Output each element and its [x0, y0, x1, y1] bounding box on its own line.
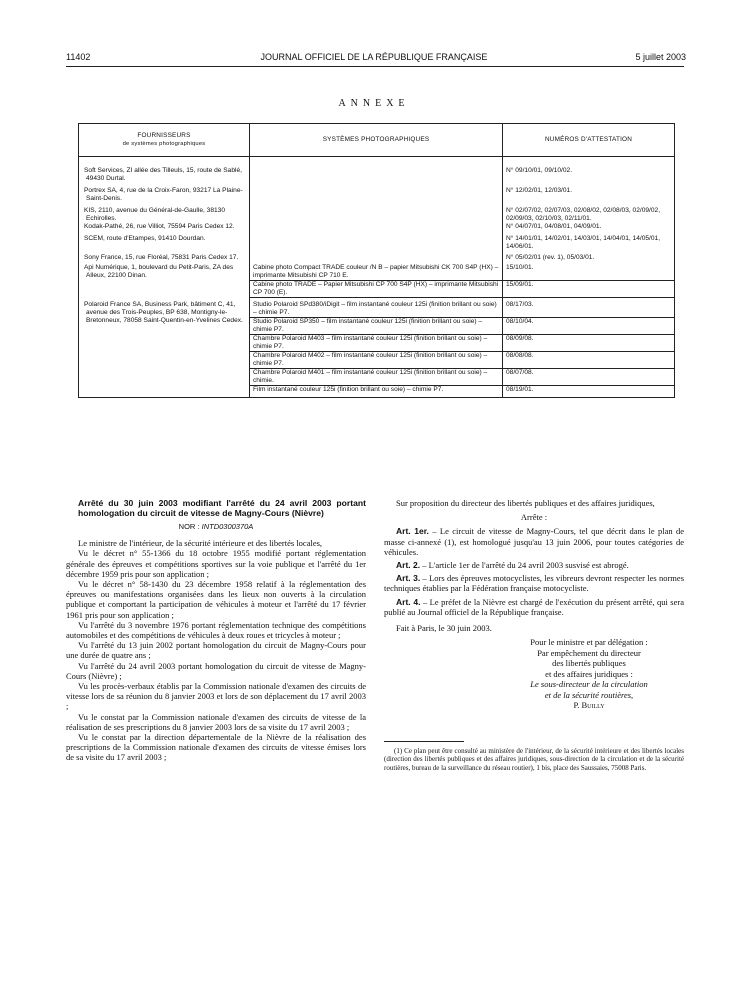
article-3 — [384, 573, 684, 593]
visa-paragraph: Vu l'arrêté du 24 avril 2003 portant homologation du circuit de vitesse de Magny-Cours (Nièvre) ; — [66, 660, 366, 681]
article-label: Art. 1er. — [396, 526, 429, 537]
attestation-number: 08/19/01. — [503, 385, 674, 397]
attestation-number: 08/07/08. — [503, 368, 674, 385]
signatory-name-text: P. Builly — [573, 700, 605, 711]
signature-line: des libertés publiques — [552, 658, 626, 669]
column-header-numbers: NUMÉROS D'ATTESTATION — [503, 124, 675, 157]
attestation-number: N° 04/07/01, 04/08/01, 04/09/01. — [506, 223, 602, 230]
supplier-cell: Portrex SA, 4, rue de la Croix-Faron, 93217 La Plaine-Saint-Denis. — [84, 187, 243, 202]
attestation-number: N° 05/02/01 (rev. 1), 05/03/01. — [506, 254, 595, 261]
visa-paragraph: Vu le constat par la Commission nationale d'examen des circuits de vitesse de la réalisation de ses prescriptions du 8 janvier 2003 lors de sa visite du 17 avril 2003 ; — [66, 711, 366, 732]
supplier-cell: Kodak-Pathé, 26, rue Villiot, 75594 Paris Cedex 12. — [84, 223, 235, 230]
done-at: Fait à Paris, le 30 juin 2003. — [396, 623, 492, 634]
visa-paragraph: Vu les procès-verbaux établis par la Commission nationale d'examen des circuits de vitesse lors de sa réunion du 8 janvier 2003 et lors de son déplacement du 17 avril 2003 ; — [66, 681, 366, 712]
attestation-number: N° 14/01/01, 14/02/01, 14/03/01, 14/04/01, 14/05/01, 14/06/01. — [506, 235, 661, 250]
system-entry: Studio Polaroid SP350 – film instantané couleur 125i (finition brillant ou soie) – chimie P7. — [250, 317, 502, 334]
attestation-number: 08/10/04. — [503, 317, 674, 334]
system-entry: Studio Polaroid SPd380/iDigit – film instantané couleur 125i (finition brillant ou soie) – chimie P7. — [253, 300, 497, 316]
article-label: Art. 2. — [396, 560, 421, 571]
signature-line: Pour le ministre et par délégation : — [530, 637, 648, 648]
signature-line — [494, 679, 684, 690]
journal-title: JOURNAL OFFICIEL DE LA RÉPUBLIQUE FRANÇAISE — [260, 52, 488, 62]
table-row — [79, 223, 675, 231]
article-2 — [384, 560, 684, 570]
article-label: Art. 3. — [396, 573, 421, 584]
footnote: (1) Ce plan peut être consulté au ministère de l'intérieur, de la sécurité intérieure et des libertés locales (direction des libertés publiques et des affaires juridiques, sous-direction de la circulation et de la sécurité routières, bureau de la surveillance du réseau routier), 1 bis, place des Saussaies, 75008 Paris. — [384, 746, 684, 772]
arrete-title: Arrêté du 30 juin 2003 modifiant l'arrêté du 24 avril 2003 portant homologation du circuit de vitesse de Magny-Cours (Nièvre) — [78, 498, 366, 518]
article-label: Art. 4. — [396, 596, 421, 607]
signature-line: Par empêchement du directeur — [537, 647, 641, 658]
article-text: – L'article 1er de l'arrêté du 24 avril 2003 susvisé est abrogé. — [422, 560, 629, 571]
arrete-left-column — [66, 498, 366, 763]
visa-paragraph: Vu le décret n° 58-1430 du 23 décembre 1958 relatif à la réglementation des épreuves ou manifestations organisées dans les lieux non ouverts à la circulation publique et comportant la participation de véhicules à moteur et l'arrêté du 17 février 1961 pris pour son application ; — [66, 579, 366, 620]
supplier-cell: Api Numérique, 1, boulevard du Petit-Paris, ZA des Alleux, 22100 Dinan. — [84, 264, 234, 279]
nor-reference — [66, 522, 366, 532]
system-entry: Cabine photo TRADE – Papier Mitsubishi CP 700 S4P (HX) – imprimante Mitsubishi CP 700 (E). — [250, 280, 502, 297]
header-rule — [66, 66, 684, 67]
signatory-name — [494, 700, 684, 711]
attestation-number: 08/09/08. — [503, 334, 674, 351]
system-entry: Chambre Polaroid M401 – film instantané couleur 125i (finition brillant ou soie) – chimie. — [250, 368, 502, 385]
system-entry: Chambre Polaroid M402 – film instantané couleur 125i (finition brillant ou soie) – chimie P7. — [250, 351, 502, 368]
visa-paragraph: Vu le constat par la direction départementale de la Nièvre de la réalisation des prescriptions de la Commission nationale d'examen des circuits de vitesse émises lors de sa visite du 17 avril 2003 ; — [66, 732, 366, 763]
table-header-row — [79, 124, 675, 157]
visa-paragraph: Le ministre de l'intérieur, de la sécurité intérieure et des libertés locales, — [78, 538, 323, 549]
table-row — [79, 254, 675, 262]
supplier-cell: Sony France, 15, rue Floréal, 75831 Paris Cedex 17. — [84, 254, 239, 261]
supplier-cell: Soft Services, ZI allée des Tilleuls, 15, route de Sablé, 49430 Durtal. — [84, 167, 242, 182]
supplier-cell: Polaroid France SA, Business Park, bâtiment C, 41, avenue des Trois-Peuples, BP 638, Montigny-le-Bretonneux, 78058 Saint-Quentin-en-Yvelines Cedex. — [84, 300, 243, 324]
table-row — [79, 301, 675, 398]
supplier-cell: SCEM, route d'Etampes, 91410 Dourdan. — [84, 235, 206, 242]
annexe-table — [78, 123, 675, 398]
signatory-title: et de la sécurité routières, — [544, 689, 634, 700]
column-header-sublabel: de systèmes photographiques — [122, 141, 206, 147]
table-spacer — [79, 157, 675, 168]
table-row — [79, 207, 675, 223]
attestation-number: N° 09/10/01, 09/10/02. — [506, 167, 573, 174]
supplier-cell: KIS, 2110, avenue du Général-de-Gaulle, 38130 Echirolles. — [84, 207, 226, 222]
signatory-title: Le sous-directeur de la circulation — [530, 679, 648, 690]
column-header-systems: SYSTÈMES PHOTOGRAPHIQUES — [250, 124, 503, 157]
arrete-right-column — [384, 498, 684, 772]
system-entry: Chambre Polaroid M403 – film instantané couleur 125i (finition brillant ou soie) – chimie P7. — [250, 334, 502, 351]
signature-block — [384, 637, 684, 711]
attestation-number: 15/10/01. — [506, 264, 534, 271]
arrete-label: Arrête : — [520, 512, 548, 523]
annexe-title: ANNEXE — [338, 98, 410, 109]
page-number: 11402 — [66, 52, 91, 62]
visa-paragraph: Vu le décret n° 55-1366 du 18 octobre 1955 modifié portant réglementation générale des épreuves et compétitions sportives sur la voie publique et l'arrêté du 1er décembre 1959 pris pour son application ; — [66, 548, 366, 579]
system-entry: Film instantané couleur 125i (finition brillant ou soie) – chimie P7. — [250, 385, 502, 397]
article-1 — [384, 526, 684, 557]
article-text: – Lors des épreuves motocyclistes, les vibreurs devront respecter les normes techniques établies par la Fédération française motocycliste. — [384, 573, 685, 594]
visa-paragraph: Vu l'arrêté du 3 novembre 1976 portant réglementation technique des compétitions automobiles et des compétitions de véhicules à deux roues et tricycles à moteur ; — [66, 619, 366, 641]
issue-date: 5 juillet 2003 — [635, 52, 686, 62]
system-entry: Cabine photo Compact TRADE couleur /N B – papier Mitsubishi CK 700 S4P (HX) – imprimante Mitsubishi CP 710 E. — [253, 264, 499, 279]
nor-label: NOR : — [178, 522, 200, 531]
attestation-number: N° 12/02/01, 12/03/01. — [506, 187, 573, 194]
article-text: – Le préfet de la Nièvre est chargé de l'exécution du présent arrêté, qui sera publié au Journal officiel de la République française. — [384, 596, 684, 617]
table-row — [79, 187, 675, 203]
signature-line — [494, 690, 684, 701]
table-row — [79, 264, 675, 298]
table-row — [79, 235, 675, 251]
table-row — [79, 167, 675, 183]
attestation-number: 08/17/03. — [506, 300, 534, 308]
footnote-rule — [384, 741, 464, 742]
column-header-suppliers — [79, 124, 250, 157]
column-header-label: FOURNISSEURS — [137, 132, 191, 139]
proposal-paragraph: Sur proposition du directeur des libertés publiques et des affaires juridiques, — [396, 498, 655, 508]
article-4 — [384, 597, 684, 617]
signature-line: et des affaires juridiques : — [545, 668, 633, 679]
visa-paragraph: Vu l'arrêté du 13 juin 2002 portant homologation du circuit de Magny-Cours pour une durée de quatre ans ; — [66, 640, 366, 661]
attestation-number: 08/08/08. — [503, 351, 674, 368]
nor-code: INTD0300370A — [201, 522, 254, 531]
attestation-number: 15/09/01. — [503, 280, 674, 297]
article-text: – Le circuit de vitesse de Magny-Cours, tel que décrit dans le plan de masse ci-annexé (1), est homologué jusqu'au 13 juin 2006, pour toutes catégories de véhicules. — [384, 526, 685, 557]
attestation-number: N° 02/07/02, 02/07/03, 02/08/02, 02/08/03, 02/09/02, 02/09/03, 02/10/03, 02/11/01. — [506, 207, 661, 222]
